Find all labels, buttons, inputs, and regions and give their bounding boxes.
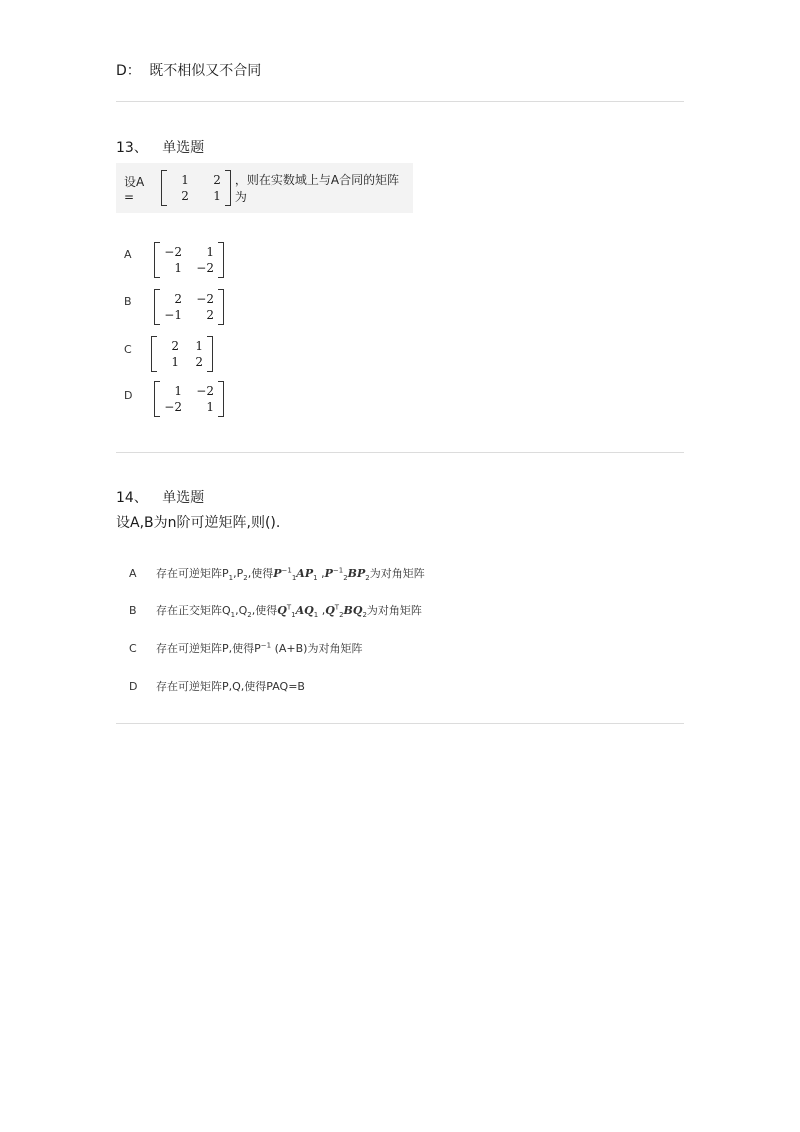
math-symbol: P [324, 567, 333, 580]
q14-option-a-text[interactable] [156, 565, 425, 582]
math-symbol: Q [325, 604, 335, 617]
matrix-cell: 1 [206, 245, 214, 259]
subscript: 1 [313, 611, 319, 620]
math-symbol: P [273, 567, 282, 580]
option-text: ,P [233, 567, 244, 580]
q13-stem-matrix [161, 170, 231, 206]
matrix-cell: 2 [206, 308, 214, 322]
q14-option-c-text[interactable] [156, 640, 362, 656]
q13-option-a-letter[interactable]: A [124, 248, 132, 261]
q14-option-b-letter[interactable]: B [129, 604, 137, 617]
matrix-cell: 2 [174, 292, 182, 306]
subscript: 2 [247, 611, 252, 620]
option-text: 存在可逆矩阵P [156, 567, 229, 580]
option-text: 为对角矩阵 [366, 604, 422, 617]
option-text: (A+B)为对角矩阵 [271, 642, 363, 655]
matrix-cell: −2 [164, 400, 182, 414]
matrix-cell: 1 [174, 384, 182, 398]
q14-type: 单选题 [162, 490, 205, 506]
q14-number: 14、 [116, 490, 148, 506]
divider-q13 [116, 452, 684, 453]
option-text: 为对角矩阵 [369, 567, 425, 580]
matrix-cell: 1 [195, 339, 203, 353]
divider-q14 [116, 723, 684, 724]
q13-option-b-letter[interactable]: B [124, 295, 132, 308]
matrix-cell: −2 [196, 261, 214, 275]
subscript: 1 [230, 611, 236, 620]
q14-option-d-letter[interactable]: D [129, 680, 138, 693]
q12-option-d-text: 既不相似又不合同 [149, 63, 262, 79]
matrix-cell: 2 [171, 339, 179, 353]
q12-option-d-letter: D： [116, 63, 141, 79]
option-text: ,使得 [247, 567, 274, 580]
q13-stem-suffix: ，则在实数域上与A合同的矩阵为 [234, 173, 400, 204]
q14-option-c-letter[interactable]: C [129, 642, 137, 655]
divider-q12 [116, 101, 684, 102]
subscript: 1 [291, 574, 297, 583]
math-symbol: AQ [295, 604, 314, 617]
q13-stem-prefix: 设A = [124, 174, 145, 204]
math-symbol: BP [347, 567, 366, 580]
q13-option-c-matrix[interactable] [151, 336, 213, 376]
matrix-cell: 2 [195, 355, 203, 369]
q13-stem [116, 163, 413, 213]
subscript: 2 [362, 611, 367, 620]
q13-option-c-letter[interactable]: C [124, 343, 132, 356]
matrix-cell: 2 [181, 189, 189, 203]
superscript: −1 [281, 566, 292, 575]
option-text: ,使得 [251, 604, 278, 617]
q13-option-b-matrix[interactable] [154, 289, 224, 329]
q14-stem: 设A,B为n阶可逆矩阵,则(). [116, 515, 281, 531]
subscript: 2 [343, 574, 348, 583]
q14-option-d-text[interactable]: 存在可逆矩阵P,Q,使得PAQ=B [156, 680, 305, 693]
option-text: ,Q [235, 604, 248, 617]
q13-option-d-letter[interactable]: D [124, 389, 133, 402]
matrix-cell: −2 [164, 245, 182, 259]
matrix-cell: 1 [206, 400, 214, 414]
subscript: 2 [339, 611, 344, 620]
q12-option-d [116, 62, 261, 80]
q14-option-a-letter[interactable]: A [129, 567, 137, 580]
matrix-cell: 1 [171, 355, 179, 369]
option-text: 存在正交矩阵Q [156, 604, 231, 617]
math-symbol: Q [277, 604, 287, 617]
option-text: , [317, 567, 325, 580]
q13-option-d-matrix[interactable] [154, 381, 224, 421]
subscript: 1 [313, 574, 318, 583]
superscript: −1 [332, 566, 344, 575]
subscript: 2 [243, 574, 248, 583]
matrix-cell: −1 [164, 308, 182, 322]
option-text: , [318, 604, 326, 617]
superscript: −1 [260, 641, 272, 650]
q13-header [116, 139, 204, 157]
q14-option-b-text[interactable] [156, 602, 422, 619]
subscript: 1 [291, 611, 296, 620]
q14-header [116, 489, 204, 507]
matrix-cell: −2 [196, 292, 214, 306]
matrix-cell: 1 [181, 173, 189, 187]
option-text: 存在可逆矩阵P,使得P [156, 642, 261, 655]
superscript: T [286, 603, 292, 612]
math-symbol: BQ [343, 604, 363, 617]
matrix-cell: 1 [174, 261, 182, 275]
math-symbol: AP [296, 567, 314, 580]
matrix-cell: 2 [213, 173, 221, 187]
subscript: 2 [365, 574, 370, 583]
q13-type: 单选题 [162, 140, 205, 156]
subscript: 1 [228, 574, 234, 583]
q13-number: 13、 [116, 140, 148, 156]
superscript: T [334, 603, 340, 612]
q13-option-a-matrix[interactable] [154, 242, 224, 282]
matrix-cell: −2 [196, 384, 214, 398]
matrix-cell: 1 [213, 189, 221, 203]
